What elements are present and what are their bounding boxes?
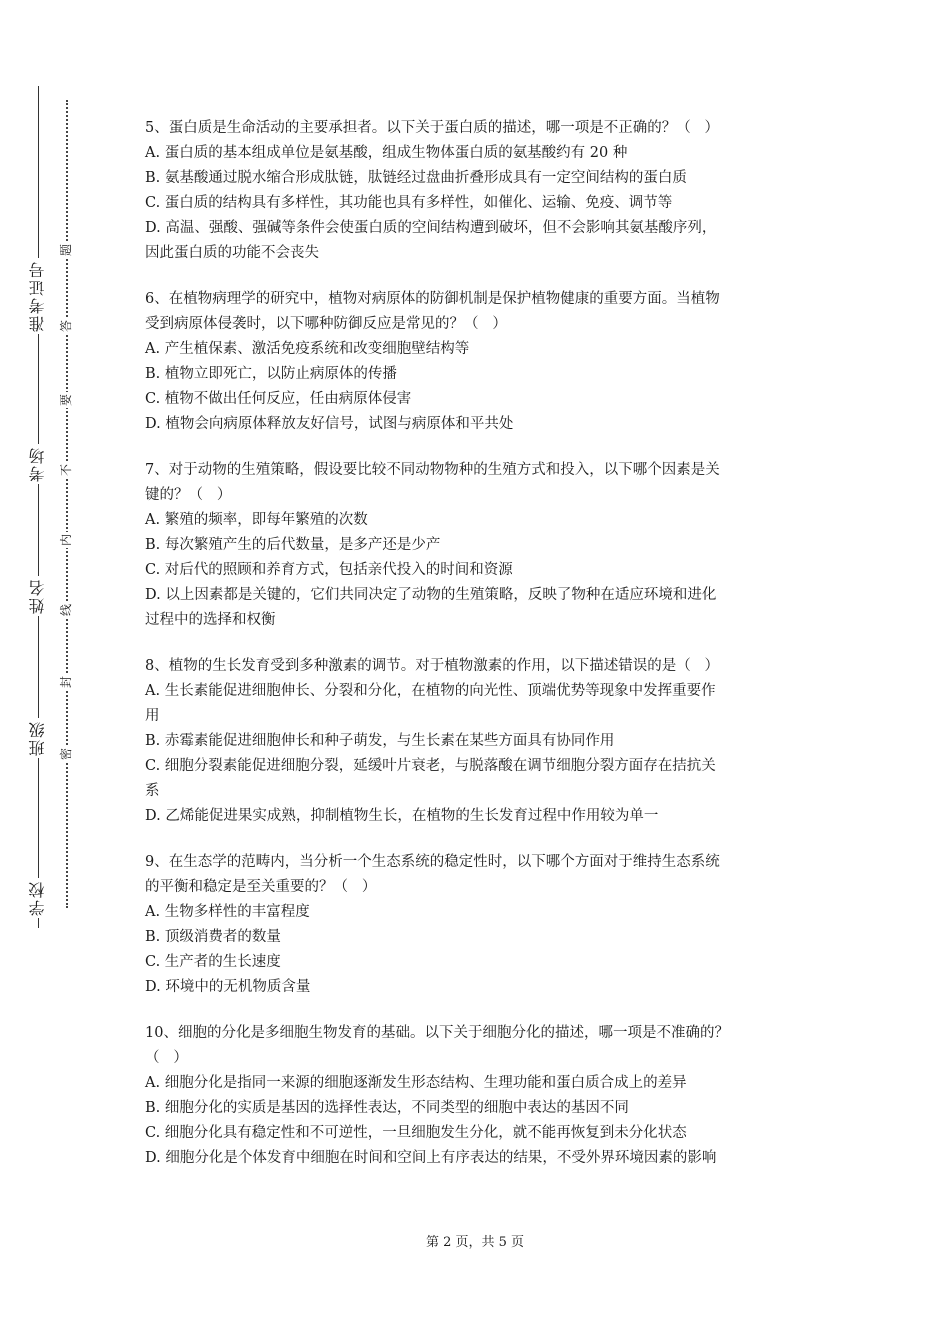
binding-solid-line [38, 86, 39, 928]
page-footer: 第 2 页，共 5 页 [425, 1235, 525, 1250]
option-c: C. 细胞分裂素能促进细胞分裂，延缓叶片衰老，与脱落酸在调节细胞分裂方面存在拮抗关 [145, 758, 716, 774]
option-b: B. 氨基酸通过脱水缩合形成肽链，肽链经过盘曲折叠形成具有一定空间结构的蛋白质 [145, 170, 687, 186]
option-d: D. 细胞分化是个体发育中细胞在时间和空间上有序表达的结果，不受外界环境因素的影响 [145, 1150, 717, 1166]
question-stem: 10、细胞的分化是多细胞生物发育的基础。以下关于细胞分化的描述，哪一项是不准确的？ [145, 1025, 729, 1041]
binding-margin [0, 0, 120, 1344]
question-9 [145, 850, 815, 1000]
option-a: A. 繁殖的频率，即每年繁殖的次数 [145, 512, 368, 528]
option-c: C. 生产者的生长速度 [145, 954, 281, 970]
option-b: B. 细胞分化的实质是基因的选择性表达，不同类型的细胞中表达的基因不同 [145, 1100, 629, 1116]
option-a: A. 细胞分化是指同一来源的细胞逐渐发生形态结构、生理功能和蛋白质合成上的差异 [145, 1075, 687, 1091]
question-stem-continued: 键的？（ ） [145, 487, 232, 503]
option-c: C. 对后代的照顾和养育方式，包括亲代投入的时间和资源 [145, 562, 513, 578]
seal-char: 内 [59, 534, 73, 547]
question-6 [145, 287, 815, 437]
field-label-exam-room: 考场 [22, 444, 54, 484]
field-label-school: 学校 [22, 878, 54, 918]
option-a: A. 产生植保素、激活免疫系统和改变细胞壁结构等 [145, 341, 470, 357]
option-a-continued: 用 [145, 708, 160, 724]
seal-char: 线 [59, 604, 73, 617]
option-d: D. 植物会向病原体释放友好信号，试图与病原体和平共处 [145, 416, 514, 432]
option-c: C. 蛋白质的结构具有多样性，其功能也具有多样性，如催化、运输、免疫、调节等 [145, 195, 673, 211]
option-a: A. 生物多样性的丰富程度 [145, 904, 310, 920]
option-d: D. 环境中的无机物质含量 [145, 979, 311, 995]
question-stem: 8、植物的生长发育受到多种激素的调节。对于植物激素的作用，以下描述错误的是（ ） [145, 658, 720, 674]
option-a: A. 生长素能促进细胞伸长、分裂和分化，在植物的向光性、顶端优势等现象中发挥重要作 [145, 683, 716, 699]
option-a: A. 蛋白质的基本组成单位是氨基酸，组成生物体蛋白质的氨基酸约有 20 种 [145, 145, 628, 161]
option-b: B. 每次繁殖产生的后代数量，是多产还是少产 [145, 537, 441, 553]
seal-char: 题 [59, 244, 73, 257]
question-stem-continued: 的平衡和稳定是至关重要的？（ ） [145, 879, 377, 895]
question-stem: 9、在生态学的范畴内，当分析一个生态系统的稳定性时，以下哪个方面对于维持生态系统 [145, 854, 720, 870]
question-5 [145, 116, 815, 266]
question-stem: 6、在植物病理学的研究中，植物对病原体的防御机制是保护植物健康的重要方面。当植物 [145, 291, 720, 307]
seal-char: 密 [59, 748, 73, 761]
option-b: B. 顶级消费者的数量 [145, 929, 281, 945]
question-10 [145, 1021, 815, 1171]
field-label-name: 姓名 [22, 576, 54, 616]
option-c-continued: 系 [145, 783, 160, 799]
question-stem-continued: 受到病原体侵袭时，以下哪种防御反应是常见的？（ ） [145, 316, 507, 332]
field-label-class: 班级 [22, 718, 54, 758]
seal-char: 不 [59, 464, 73, 477]
question-7 [145, 458, 815, 633]
seal-char: 封 [59, 676, 73, 689]
option-d: D. 高温、强酸、强碱等条件会使蛋白质的空间结构遭到破坏，但不会影响其氨基酸序列， [145, 220, 717, 236]
question-list [145, 116, 815, 1192]
question-stem: 7、对于动物的生殖策略，假设要比较不同动物物种的生殖方式和投入，以下哪个因素是关 [145, 462, 720, 478]
option-d-continued: 因此蛋白质的功能不会丧失 [145, 245, 319, 261]
option-c: C. 植物不做出任何反应，任由病原体侵害 [145, 391, 412, 407]
option-c: C. 细胞分化具有稳定性和不可逆性，一旦细胞发生分化，就不能再恢复到未分化状态 [145, 1125, 687, 1141]
seal-char: 答 [59, 320, 73, 333]
option-d: D. 以上因素都是关键的，它们共同决定了动物的生殖策略，反映了物种在适应环境和进化 [145, 587, 717, 603]
question-8 [145, 654, 815, 829]
option-b: B. 赤霉素能促进细胞伸长和种子萌发，与生长素在某些方面具有协同作用 [145, 733, 615, 749]
question-stem: 5、蛋白质是生命活动的主要承担者。以下关于蛋白质的描述，哪一项是不正确的？（ ） [145, 120, 720, 136]
option-d-continued: 过程中的选择和权衡 [145, 612, 276, 628]
option-d: D. 乙烯能促进果实成熟，抑制植物生长，在植物的生长发育过程中作用较为单一 [145, 808, 659, 824]
seal-char: 要 [59, 394, 73, 407]
question-stem-continued: （ ） [145, 1050, 188, 1066]
binding-dotted-line [66, 100, 68, 908]
field-label-exam-number: 准考证号 [22, 258, 54, 334]
option-b: B. 植物立即死亡，以防止病原体的传播 [145, 366, 397, 382]
